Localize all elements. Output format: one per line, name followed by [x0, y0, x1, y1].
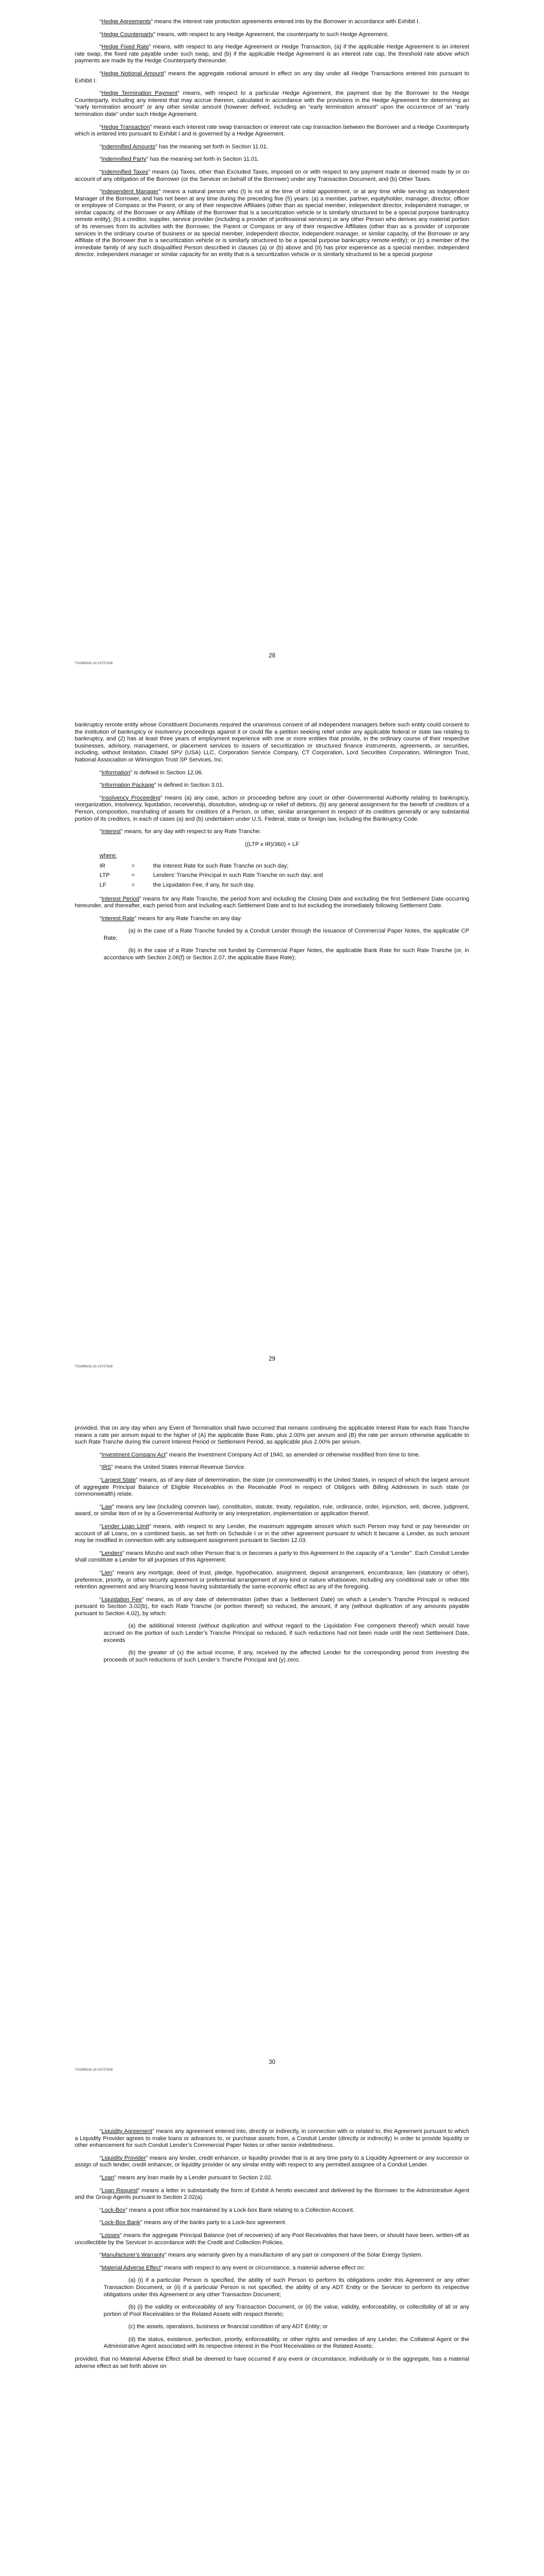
- definition-paragraph: “Hedge Counterparty” means, with respect to any Hedge Agreement, the counterparty to such Hedge Agreement.: [100, 31, 389, 38]
- definition-paragraph: “Indemnified Amounts” has the meaning set forth in Section 11.01.: [100, 143, 268, 150]
- definition-paragraph: “Lock-Box Bank” means any of the banks party to a Lock-box agreement.: [100, 2219, 287, 2226]
- continued-paragraph: bankruptcy remote entity whose Constituent Documents required the unanimous consent of all independent managers before such entity could consent to the institution of bankruptcy or insolvency proceedings against it or could file a petition seeking relief under any applicable federal or state law relating to bankruptcy, and (2) has at least three years of employment experience with one or more entities that provide, in the ordinary course of their respective businesses, advisory, management, or placement services to issuers of securitization or structured finance instruments, agreements, or securities, including, without limitation, Citadel SPV (USA) LLC, Corporation Service Company, CT Corporation, Lord Securities Corporation, Wilmington Trust, National Association or Wilmington Trust SP Services, Inc.: [75, 722, 469, 763]
- continued-paragraph: provided, that on any day when any Event of Termination shall have occurred that remains continuing the applicable Interest Rate for each Rate Tranche means a rate per annum equal to the higher of (A) the applicable Base Rate, plus 2.00% per annum and (B) the rate per annum otherwise applicable to such Rate Tranche during the current Interest Period or Settlement Period, as applicable plus 2.00% per annum.: [75, 1425, 469, 1446]
- definition-paragraph: “Losses” means the aggregate Principal Balance (net of recoveries) of any Pool Receivables that have been, or should have been, written-off as uncollectible by the Servicer in accordance with the Credit and Collection Policies.: [75, 2232, 469, 2246]
- formula-definition-row: [100, 881, 323, 891]
- formula-symbol: LF: [100, 882, 107, 888]
- subparagraph: (a) (i) if a particular Person is specified, the ability of such Person to perform its obligations under this Agreement or any other Transaction Document, or (ii) if a particular Person is not specified, the ability of any ADT Entity or the Servicer to perform its respective obligations under this Agreement or any other Transaction Document;: [104, 2277, 469, 2298]
- definition-paragraph: “Material Adverse Effect” means with respect to any event or circumstance, a material adverse effect on:: [100, 2264, 366, 2271]
- definitions-list: [75, 19, 469, 259]
- formula-equals: =: [131, 862, 135, 869]
- page-29: [0, 703, 544, 1406]
- definition-paragraph: “Interest” means, for any day with respect to any Rate Tranche:: [100, 828, 261, 835]
- definition-paragraph: “Insolvency Proceeding” means (a) any case, action or proceeding before any court or other Governmental Authority relating to bankruptcy, reorganization, insolvency, liquidation, receivership, dissolution, winding-up or relief of debtors, (b) any general assignment for the benefit of creditors of a Person, composition, marshaling of assets for creditors of a Person, or other, similar arrangement in respect of its creditors generally or any substantial portion of its creditors, in each of cases (a) and (b) undertaken under U.S. Federal, state or foreign law, including the Bankruptcy Code.: [75, 794, 469, 822]
- page-31: [0, 2110, 544, 2576]
- definition-paragraph: “Manufacturer’s Warranty” means any warranty given by a manufacturer of any part or component of the Solar Energy System.: [100, 2252, 423, 2259]
- definition-paragraph: “Lender Loan Limit” means, with respect to any Lender, the maximum aggregate amount which such Person may fund or pay hereunder on account of all Loans, on a combined basis, as set forth on Schedule I or in the other agreement pursuant to which it became a Lender, as such amount may be modified in connection with any subsequent assignment pursuant to Section 12.03.: [75, 1523, 469, 1544]
- subparagraph: (b) in the case of a Rate Tranche not funded by Commercial Paper Notes, the applicable Bank Rate for such Rate Tranche (or, in accordance with Section 2.06(f) or Section 2.07, the applicable Base Rate);: [104, 947, 469, 961]
- subparagraph: (c) the assets, operations, business or financial condition of any ADT Entity; or: [128, 2324, 328, 2330]
- formula-symbol: IR: [100, 862, 106, 869]
- definition-paragraph: “Loan Request” means a letter in substantially the form of Exhibit A hereto executed and delivered by the Borrower to the Administrative Agent and the Group Agents pursuant to Section 2.02(a).: [75, 2187, 469, 2201]
- definition-paragraph: “Independent Manager” means a natural person who (I) is not at the time of initial appointment, or at any time while serving as Independent Manager of the Borrower, and has not been at any time during the preceding five (5) years: (a) a member, partner, equityholder, manager, director, officer or employee of Compass or the Parent, or any of their respective Affiliates (other than as special member, independent director, independent manager, or similar capacity, of the Borrower or any Affiliate of the Borrower that is a securitization vehicle or is similarly structured to be a special purpose bankruptcy remote entity); (b) a creditor, supplier, service provider (including a provider of professional services) or any other Person who derives any material portion of its revenues from its activities with the Borrower, the Parent or Compass or any of their respective Affiliates (other than as a provider of corporate services in the ordinary course of business or as special member, independent director, independent manager, or similar capacity, of the Borrower or any Affiliate of the Borrower that is a securitization vehicle or is similarly structured to be a special purpose bankruptcy remote entity); or (c) a member of the immediate family of any such disqualified Person described in clauses (a) or (b) above and (II) has prior experience as a special member, independent director, independent manager or similar capacity for an entity that is a securitization vehicle or is similarly structured to be a special purpose: [75, 189, 469, 258]
- formula-meaning: the Liquidation Fee, if any, for such day.: [153, 882, 255, 888]
- formula-symbol: LTP: [100, 872, 110, 879]
- formula-meaning: Lenders’ Tranche Principal in such Rate Tranche on such day; and: [153, 872, 323, 879]
- page-28: [0, 0, 544, 703]
- definition-paragraph: “Interest Period” means for any Rate Tranche, the period from and including the Closing Date and excluding the first Settlement Date occurring hereunder, and thereafter, each period from and including each Settlement Date and to but excluding the immediately following Settlement Date.: [75, 895, 469, 909]
- definition-paragraph: “Largest State” means, as of any date of determination, the state (or commonwealth) in the United States, in respect of which the largest amount of aggregate Principal Balance of Eligible Receivables in the Receivable Pool in respect of Obligors with Billing Addresses in such state (or commonwealth) relate.: [75, 1477, 470, 1498]
- definition-paragraph: “Liquidity Provider” means any lender, credit enhancer, or liquidity provider that is at any time party to a Liquidity Agreement or any successor or assign of such lender, credit enhancer, or liquidity provider or any similar entity with respect to any permitted assignee of a Conduit Lender.: [75, 2155, 469, 2168]
- page-30: [0, 1406, 544, 2110]
- definition-paragraph: “Liquidation Fee” means, as of any date of determination (other than a Settlement Date) on which a Lender’s Tranche Principal is reduced pursuant to Section 3.02(b), for each Rate Tranche (or portion thereof) so reduced, the amount, if any (without duplication of any amounts payable pursuant to Section 4.02), by which:: [75, 1596, 469, 1617]
- definition-paragraph: “Investment Company Act” means the Investment Company Act of 1940, as amended or otherwise modified from time to time.: [100, 1451, 420, 1458]
- subparagraph: (b) the greater of (x) the actual income, if any, received by the affected Lender for the corresponding period from investing the proceeds of such reductions of such Lender’s Tranche Principal and (y) zero.: [104, 1650, 469, 1663]
- formula-definitions: [100, 862, 323, 891]
- formula-definition-row: [100, 871, 323, 881]
- definition-paragraph: “Indemnified Party” has the meaning set forth in Section 11.01.: [100, 156, 259, 163]
- definition-paragraph: “Hedge Agreements” means the interest rate protection agreements entered into by the Borrower in accordance with Exhibit I.: [100, 19, 420, 25]
- definition-paragraph: “Lien” means any mortgage, deed of trust, pledge, hypothecation, assignment, deposit arrangement, encumbrance, lien (statutory or other), preference, priority, or other security agreement or preferential arrangement of any kind or nature whatsoever, including any conditional sale or other title retention agreement and any financing lease having substantially the same economic effect as any of the foregoing.: [75, 1569, 469, 1590]
- subparagraph: (d) the status, existence, perfection, priority, enforceability, or other rights and remedies of any Lender, the Collateral Agent or the Administrative Agent associated with its respective interest in the Pool Receivables or the Related Assets;: [104, 2336, 469, 2350]
- page-number: 28: [269, 653, 275, 659]
- definition-paragraph: “Indemnified Taxes” means (a) Taxes, other than Excluded Taxes, imposed on or with respect to any payment made or deemed made by or on account of any obligation of the Borrower (or the Servicer on behalf of the Borrower) under any Transaction Document, and (b) Other Taxes.: [75, 168, 470, 182]
- definition-paragraph: “Lenders” means Mizuho and each other Person that is or becomes a party to this Agreement in the capacity of a “Lender”. Each Conduit Lender shall constitute a Lender for all purposes of this Agreement.: [75, 1550, 469, 1564]
- subparagraph: (a) in the case of a Rate Tranche funded by a Conduit Lender through the issuance of Commercial Paper Notes, the applicable CP Rate;: [104, 928, 469, 941]
- definition-paragraph: “IRS” means the United States Internal Revenue Service.: [100, 1464, 246, 1471]
- page-number: 30: [269, 2059, 275, 2065]
- formula-equals: =: [131, 882, 135, 888]
- definition-paragraph: “Lock-Box” means a post office box maintained by a Lock-box Bank relating to a Collection Account.: [100, 2207, 355, 2213]
- definition-paragraph: “Information Package” is defined in Section 3.01.: [100, 782, 224, 789]
- definition-paragraph: “Loan” means any loan made by a Lender pursuant to Section 2.02.: [100, 2174, 273, 2181]
- subparagraph: (b) (i) the validity or enforceability of any Transaction Document, or (ii) the value, validity, enforceability, or collectibility of all or any portion of Pool Receivables or the Related Assets with respect thereto;: [104, 2304, 469, 2317]
- definition-paragraph: “Hedge Termination Payment” means, with respect to a particular Hedge Agreement, the payment due by the Borrower to the Hedge Counterparty, including any interest that may accrue thereon, calculated in accordance with the provisions in the Hedge Agreement for determining an “early termination amount” or any other similar amount (however defined, including an “early termination amount” upon the occurrence of an “early termination date” under such Hedge Agreement.: [75, 90, 469, 117]
- proviso-paragraph: provided, that no Material Adverse Effect shall be deemed to have occurred if any event or circumstance, individually or in the aggregate, has a material adverse effect as set forth above on: [75, 2356, 469, 2369]
- document-id: TS1495181.10 22727329: [75, 2068, 113, 2072]
- definition-paragraph: “Hedge Fixed Rate” means, with respect to any Hedge Agreement or Hedge Transaction, (a) if the applicable Hedge Agreement is an interest rate swap, the fixed rate payable under such swap, and (b) if the applicable Hedge Agreement is an interest rate cap, the threshold rate above which payments are made by the Hedge Counterparty thereunder.: [75, 44, 469, 64]
- page-number: 29: [269, 1356, 275, 1362]
- definition-paragraph: “Hedge Transaction” means each interest rate swap transaction or interest rate cap transaction between the Borrower and a Hedge Counterparty which is entered into pursuant to Exhibit I and is governed by a Hedge Agreement.: [75, 124, 469, 138]
- document-id: TS1495181.10 22727329: [75, 662, 113, 665]
- subparagraph: (a) the additional Interest (without duplication and without regard to the Liquidation Fee component thereof) which would have accrued on the portion of such Lender’s Tranche Principal so reduced, if such reductions had not been made until the next Settlement Date, exceeds: [104, 1623, 469, 1643]
- definition-paragraph: “Law” means any law (including common law), constitution, statute, treaty, regulation, rule, ordinance, order, injunction, writ, decree, judgment, award, or similar item of or by a Governmental Authority or any interpretation, implementation or application thereof.: [75, 1503, 469, 1517]
- definition-paragraph: “Hedge Notional Amount” means the aggregate notional amount in effect on any day under all Hedge Transactions entered into pursuant to Exhibit I.: [75, 70, 470, 84]
- formula-definition-row: [100, 862, 323, 872]
- definition-paragraph: “Liquidity Agreement” means any agreement entered into, directly or indirectly, in connection with or related to, this Agreement pursuant to which a Liquidity Provider agrees to make loans or advances to, or purchase assets from, a Conduit Lender (directly or indirectly) in order to provide liquidity or other enhancement for such Conduit Lender’s Commercial Paper Notes or other senior indebtedness.: [75, 2128, 469, 2149]
- formula-equals: =: [131, 872, 135, 879]
- definition-paragraph: “Interest Rate” means for any Rate Tranche on any day:: [100, 915, 242, 922]
- where-label: where:: [100, 852, 117, 859]
- interest-formula: ((LTP x IR)/360) + LF: [245, 841, 299, 848]
- definition-paragraph: “Information” is defined in Section 12.06.: [100, 769, 203, 776]
- document-id: TS1495181.10 22727329: [75, 1365, 113, 1368]
- formula-meaning: the Interest Rate for such Rate Tranche on such day;: [153, 862, 289, 869]
